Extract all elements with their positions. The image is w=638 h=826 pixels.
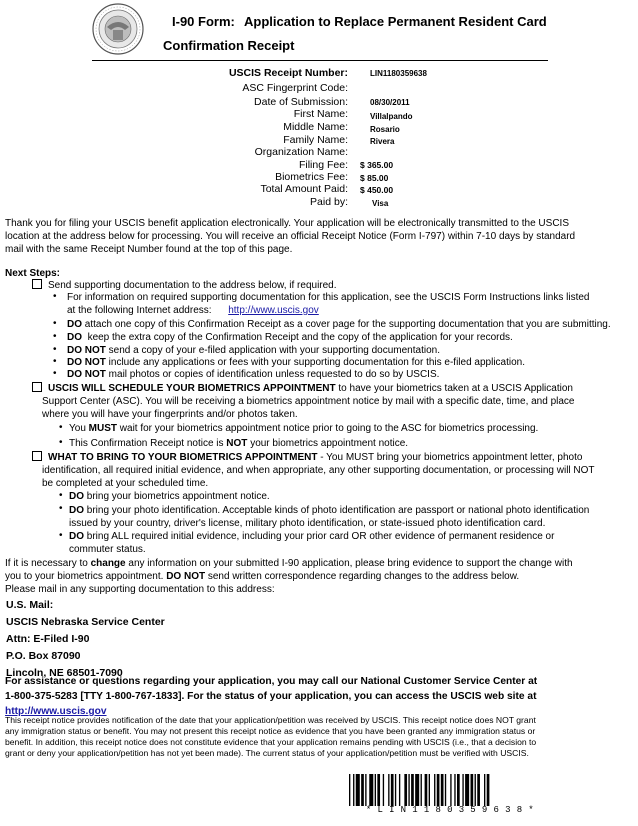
step1-bullet1: For information on required supporting documentation for this application, see the USCIS Form Instructions links listed at the following Internet address: http://www.uscis.gov: [67, 292, 590, 316]
barcode-bar: [445, 774, 446, 806]
intro-paragraph: [5, 217, 575, 256]
step3-bullet3: DO bring ALL required initial evidence, including your prior card OR other evidence of permanent residence or commuter status.: [69, 531, 555, 555]
page-title: [172, 14, 547, 29]
paid-by-label: Paid by:: [310, 196, 348, 208]
middle-name-value: Rosario: [370, 125, 400, 134]
bullet-icon: •: [53, 368, 57, 379]
first-name-label: First Name:: [293, 108, 348, 120]
family-name-label: Family Name:: [283, 134, 348, 146]
form-id: I-90 Form:: [172, 14, 235, 29]
change-paragraph: If it is necessary to change any information on your submitted I-90 application, please bring evidence to support the change with you to your biometrics appointment. DO NOT send written correspondence regarding changes to the address below. Please mail in any supporting documentation to this address:: [5, 558, 573, 595]
bullet-icon: •: [53, 318, 57, 329]
bullet-icon: •: [59, 490, 63, 501]
barcode-bar: [450, 774, 451, 806]
barcode-bar: [356, 774, 360, 806]
step3-checkbox: [32, 451, 42, 461]
barcode-bar: [462, 774, 463, 806]
bullet-icon: •: [59, 530, 63, 541]
receipt-barcode: [349, 774, 549, 806]
header-divider: [92, 60, 548, 61]
page-subtitle: Confirmation Receipt: [163, 38, 295, 53]
bullet-icon: •: [59, 503, 63, 514]
disclaimer: This receipt notice provides notification of the date that your application/petition was received by USCIS. This receipt notice does NOT grant any immigration status or benefit. You may not present this receipt notice as evidence that you have been granted any immigration status or benefit. In addition, this receipt notice does not constitute evidence that your application remains pending with USCIS (i.e., that a decision to grant or deny your application/petition has not yet been made). The current status of your application/petition must be verified with USCIS.: [5, 715, 537, 758]
filing-fee-value: $ 365.00: [360, 160, 394, 170]
barcode-bar: [349, 774, 350, 806]
step3-block: WHAT TO BRING TO YOUR BIOMETRICS APPOINTMENT - You MUST bring your biometrics appointment letter, photo identification, all required initial evidence, and when appropriate, any other supporting documentation, or processing will NOT be completed at your scheduled time.: [32, 451, 595, 490]
barcode-bar: [441, 774, 444, 806]
total-paid-value: $ 450.00: [360, 185, 394, 195]
family-name-value: Rivera: [370, 137, 395, 146]
barcode-bar: [454, 774, 455, 806]
uscis-website-link[interactable]: http://www.uscis.gov: [5, 706, 107, 717]
step2-checkbox: [32, 382, 42, 392]
paid-by-value: Visa: [372, 199, 389, 208]
form-title: Application to Replace Permanent Resident Card: [244, 14, 547, 29]
barcode-bar: [429, 774, 430, 806]
barcode-bar: [425, 774, 428, 806]
barcode-bar: [487, 774, 490, 806]
barcode-bar: [375, 774, 376, 806]
bullet-icon: •: [53, 356, 57, 367]
filing-fee-label: Filing Fee:: [298, 159, 348, 171]
middle-name-label: Middle Name:: [283, 121, 348, 133]
barcode-bar: [457, 774, 460, 806]
barcode-bar: [383, 774, 384, 806]
barcode-bar: [477, 774, 480, 806]
bullet-icon: •: [53, 291, 57, 302]
intro-line: location at the address below for processing. You will receive an official Receipt Notice (Form I-797) within 7-10 days by standard: [5, 231, 576, 242]
receipt-number-value: LIN1180359638: [370, 69, 427, 78]
barcode-bar: [365, 774, 366, 806]
barcode-bar: [411, 774, 414, 806]
barcode-bar: [391, 774, 394, 806]
total-paid-label: Total Amount Paid:: [260, 183, 348, 195]
intro-line: mail with the same Receipt Number found at the top of this page.: [5, 244, 293, 255]
step2-bullet2: This Confirmation Receipt notice is NOT your biometrics appointment notice.: [69, 438, 409, 449]
dhs-seal-icon: [92, 3, 144, 55]
barcode-bar: [408, 774, 409, 806]
step1-title: Send supporting documentation to the address below, if required.: [32, 279, 337, 292]
barcode-bar: [395, 774, 396, 806]
barcode-bar: [471, 774, 474, 806]
organization-name-label: Organization Name:: [254, 146, 348, 158]
uscis-link[interactable]: http://www.uscis.gov: [228, 305, 319, 316]
barcode-bar: [434, 774, 435, 806]
step1-bullet3: DO keep the extra copy of the Confirmation Receipt and the copy of the application for your records.: [67, 332, 513, 343]
step3-bullet2: DO bring your photo identification. Acceptable kinds of photo identification are passport or national photo identification issued by your country, driver's license, military photo identification, or state-issued photo identification card.: [69, 505, 590, 529]
bullet-icon: •: [53, 344, 57, 355]
submission-date-value: 08/30/2011: [370, 98, 410, 107]
step1-bullet5: DO NOT include any applications or fees with your supporting documentation for this e-filed application.: [67, 357, 526, 368]
step3-bullet1: DO bring your biometrics appointment notice.: [69, 491, 270, 502]
mailing-address: U.S. Mail: USCIS Nebraska Service Center Attn: E-Filed I-90 P.O. Box 87090 Lincoln, NE 68501-7090: [6, 599, 165, 679]
barcode-bar: [465, 774, 469, 806]
barcode-bar: [475, 774, 476, 806]
barcode-text: * L I N 1 1 8 0 3 5 9 6 3 8 *: [365, 805, 535, 815]
barcode-bar: [388, 774, 389, 806]
first-name-value: Villalpando: [370, 112, 413, 121]
barcode-bar: [353, 774, 354, 806]
bullet-icon: •: [53, 331, 57, 342]
biometrics-fee-label: Biometrics Fee:: [275, 171, 348, 183]
step2-bullet1: You MUST wait for your biometrics appointment notice prior to going to the ASC for biometrics processing.: [69, 423, 539, 434]
receipt-number-label: USCIS Receipt Number:: [228, 67, 348, 79]
bullet-icon: •: [59, 422, 63, 433]
barcode-bar: [399, 774, 400, 806]
submission-date-label: Date of Submission:: [254, 96, 348, 108]
asc-code-label: ASC Fingerprint Code:: [242, 82, 348, 94]
contact-paragraph: For assistance or questions regarding your application, you may call our National Customer Service Center at 1-800-375-5283 [TTY 1-800-767-1833]. For the status of your application, you can access the USCIS web site at http://www.uscis.gov: [5, 676, 538, 717]
step1-checkbox: [32, 279, 42, 289]
biometrics-fee-value: $ 85.00: [360, 173, 389, 183]
barcode-bar: [484, 774, 485, 806]
bullet-icon: •: [59, 437, 63, 448]
intro-line: Thank you for filing your USCIS benefit application electronically. Your application will be electronically transmitted to the USCIS: [5, 218, 569, 229]
step2-block: USCIS WILL SCHEDULE YOUR BIOMETRICS APPOINTMENT to have your biometrics taken at a USCIS Application Support Center (ASC). You will be receiving a biometrics appointment notice by mail with a specific date, time, and place where you will have your fingerprints and/or photos taken.: [32, 382, 575, 421]
barcode-bar: [361, 774, 364, 806]
barcode-bar: [404, 774, 407, 806]
step1-bullet2: DO attach one copy of this Confirmation Receipt as a cover page for the supporting documentation that you are submitting.: [67, 319, 611, 330]
barcode-bar: [421, 774, 422, 806]
barcode-bar: [437, 774, 440, 806]
next-steps-heading: Next Steps:: [5, 268, 61, 279]
barcode-bar: [369, 774, 373, 806]
barcode-bar: [377, 774, 380, 806]
step1-bullet4: DO NOT send a copy of your e-filed application with your supporting documentation.: [67, 345, 440, 356]
step1-bullet6: DO NOT mail photos or copies of identification unless requested to do so by USCIS.: [67, 369, 440, 380]
barcode-bar: [415, 774, 419, 806]
